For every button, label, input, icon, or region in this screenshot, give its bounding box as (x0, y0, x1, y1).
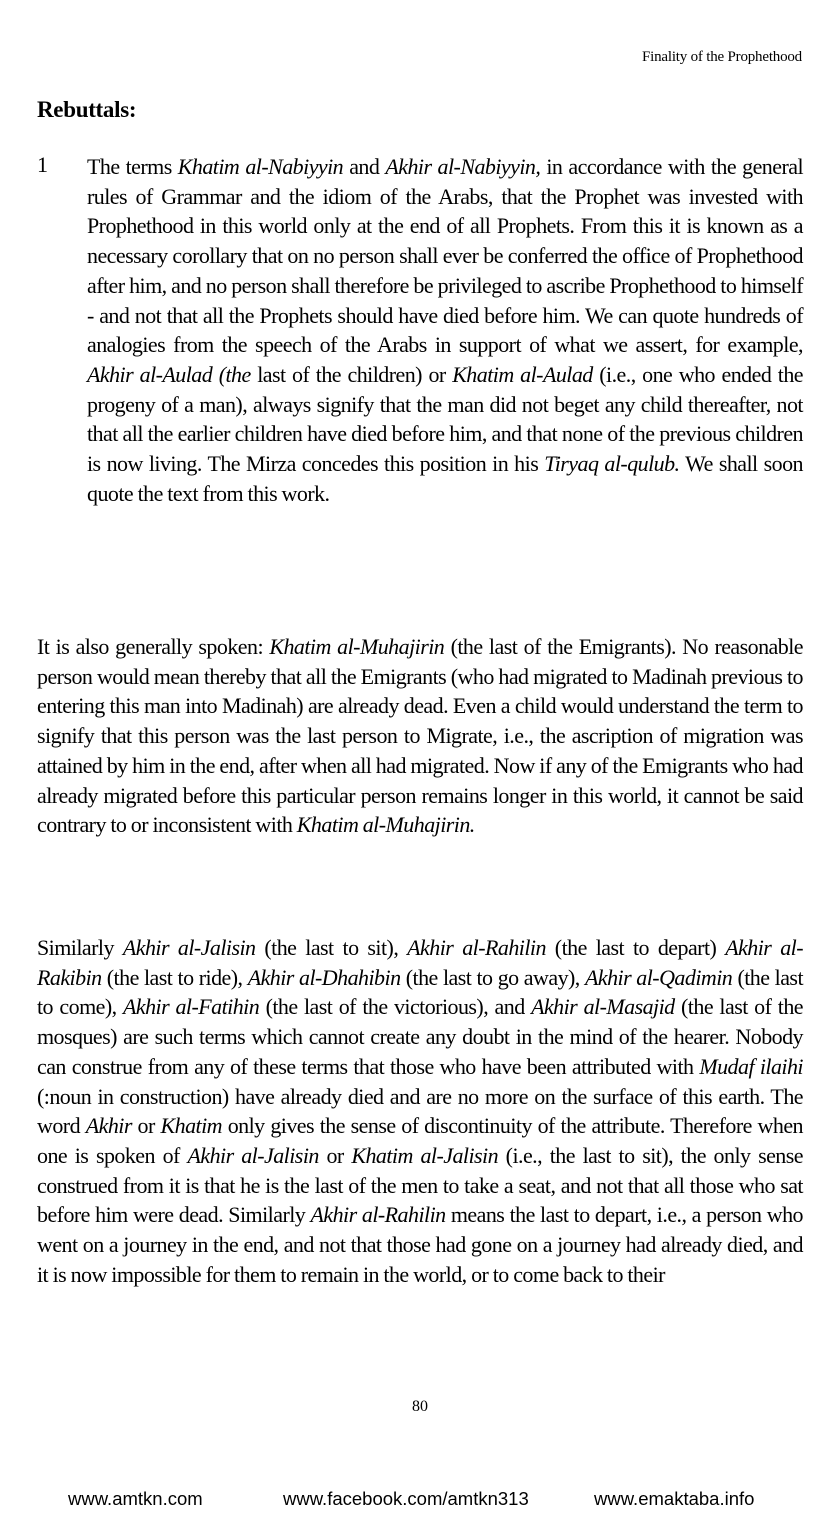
paragraph-2: It is also generally spoken: Khatim al-Muhajirin (the last of the Emigrants). No reasonable person would mean thereby that all the Emigrants (who had migrated to Madinah previous to entering this man into Madinah) are already dead. Even a child would understand the term to signify that this person was the last person to Migrate, i.e., the ascription of migration was attained by him in the end, after when all had migrated. Now if any of the Emigrants who had already migrated before this particular person remains longer in this world, it cannot be said contrary to or inconsistent with Khatim al-Muhajirin. (37, 634, 804, 838)
item-1-text: The terms Khatim al-Nabiyyin and Akhir al-Nabiyyin, in accordance with the general rules of Grammar and the idiom of the Arabs, that the Prophet was invested with Prophethood in this world only at the end of all Prophets. From this it is known as a necessary corollary that on no person shall ever be conferred the office of Prophethood after him, and no person shall therefore be privileged to ascribe Prophethood to himself - and not that all the Prophets should have died before him. We can quote hundreds of analogies from the speech of the Arabs in support of what we assert, for example, Akhir al-Aulad (the last of the children) or Khatim al-Aulad (i.e., one who ended the progeny of a man), always signify that the man did not beget any child thereafter, not that all the earlier children have died before him, and that none of the previous children is now living. The Mirza concedes this position in his Tiryaq al-qulub. We shall soon quote the text from this work. (87, 154, 804, 506)
page-number: 80 (412, 1398, 428, 1415)
footer-link-emaktaba[interactable]: www.emaktaba.info (594, 1488, 755, 1509)
section-heading: Rebuttals: (37, 97, 137, 122)
footer-link-amtkn[interactable]: www.amtkn.com (68, 1488, 203, 1509)
paragraph-3: Similarly Akhir al-Jalisin (the last to sit), Akhir al-Rahilin (the last to depart) Akhir al-Rakibin (the last to ride), Akhir al-Dhahibin (the last to go away), Akhir al-Qadimin (the last to come), Akhir al-Fatihin (the last of the victorious), and Akhir al-Masajid (the last of the mosques) are such terms which cannot create any doubt in the mind of the hearer. Nobody can construe from any of these terms that those who have been attributed with Mudaf ilaihi (:noun in construction) have already died and are no more on the surface of this earth. The word Akhir or Khatim only gives the sense of discontinuity of the attribute. Therefore when one is spoken of Akhir al-Jalisin or Khatim al-Jalisin (i.e., the last to sit), the only sense construed from it is that he is the last of the men to take a seat, and not that all those who sat before him were dead. Similarly Akhir al-Rahilin means the last to depart, i.e., a person who went on a journey in the end, and not that those had gone on a journey had already died, and it is now impossible for them to remain in the world, or to come back to their (37, 935, 804, 1287)
footer-link-facebook[interactable]: www.facebook.com/amtkn313 (283, 1488, 529, 1509)
numbered-item-1 (37, 152, 803, 508)
running-header: Finality of the Prophethood (641, 49, 802, 65)
item-number: 1 (37, 152, 48, 177)
footer-links (0, 1488, 840, 1514)
